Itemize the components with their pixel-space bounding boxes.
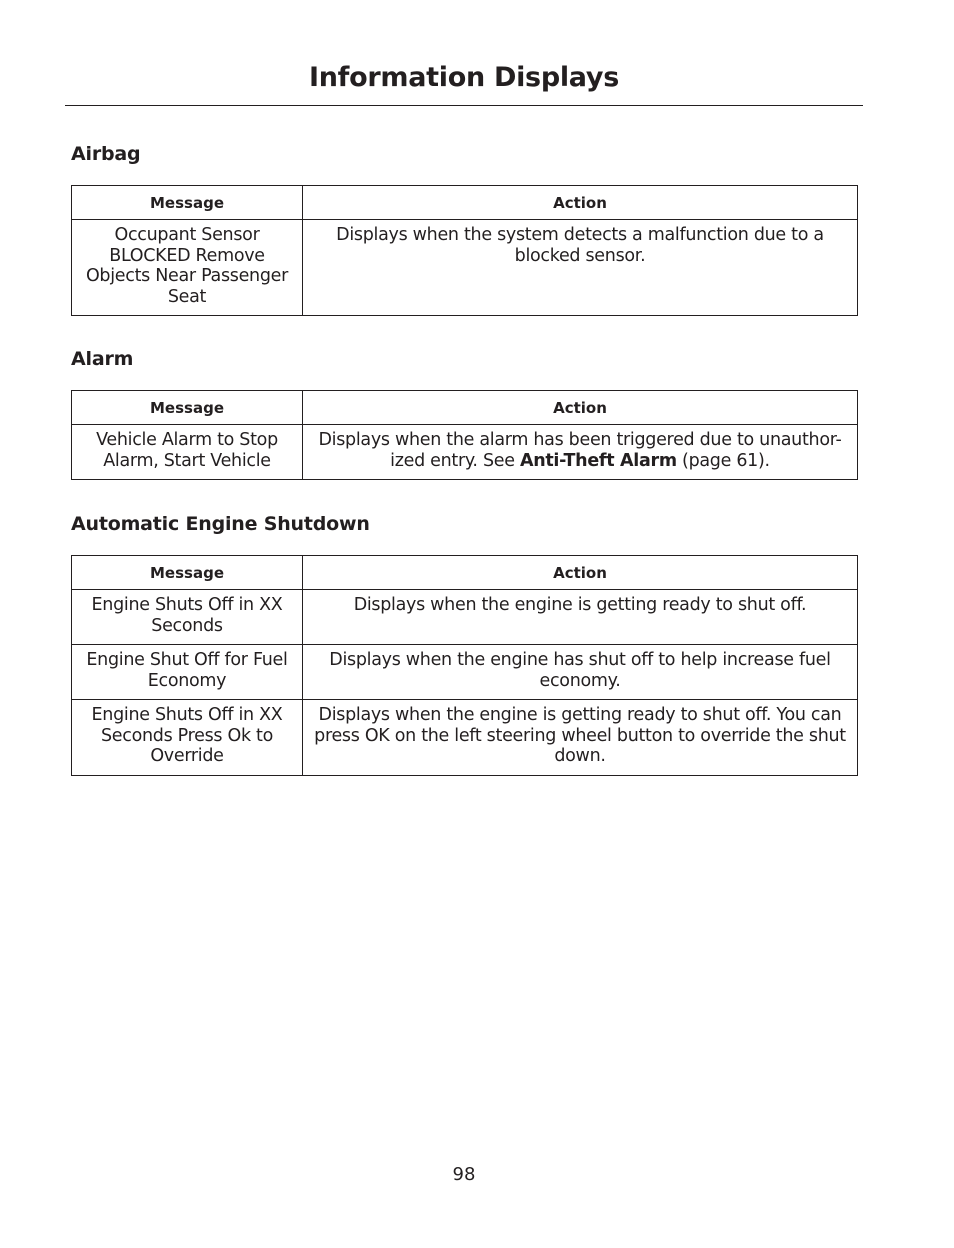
column-header-message: Message bbox=[72, 556, 303, 590]
table-header-row bbox=[72, 556, 858, 590]
action-cell: Displays when the system detects a malfunction due to a blocked sensor. bbox=[303, 220, 858, 316]
table-header-row bbox=[72, 391, 858, 425]
engine-shutdown-message-table bbox=[71, 555, 858, 776]
page-number: 98 bbox=[452, 1164, 476, 1185]
message-cell: Vehicle Alarm to Stop Alarm, Start Vehicle bbox=[72, 425, 303, 480]
table-row bbox=[72, 700, 858, 776]
message-cell: Engine Shuts Off in XX Seconds bbox=[72, 590, 303, 645]
action-cell bbox=[303, 425, 858, 480]
action-text: Displays when the alarm has been triggered due to unauthor-ized entry. See bbox=[318, 430, 842, 471]
alarm-message-table bbox=[71, 390, 858, 480]
action-cell: Displays when the engine is getting ready to shut off. bbox=[303, 590, 858, 645]
message-cell: Engine Shut Off for Fuel Economy bbox=[72, 645, 303, 700]
table-header-row bbox=[72, 186, 858, 220]
page-title: Information Displays bbox=[309, 62, 619, 93]
table-row bbox=[72, 425, 858, 480]
table-row bbox=[72, 220, 858, 316]
section-heading-airbag: Airbag bbox=[71, 143, 141, 165]
section-heading-alarm: Alarm bbox=[71, 348, 134, 370]
table-row bbox=[72, 645, 858, 700]
cross-reference-anti-theft-alarm: Anti-Theft Alarm bbox=[519, 450, 677, 471]
message-cell: Occupant Sensor BLOCKED Remove Objects Near Passenger Seat bbox=[72, 220, 303, 316]
message-cell: Engine Shuts Off in XX Seconds Press Ok to Override bbox=[72, 700, 303, 776]
column-header-message: Message bbox=[72, 186, 303, 220]
column-header-action: Action bbox=[303, 391, 858, 425]
airbag-message-table bbox=[71, 185, 858, 316]
column-header-message: Message bbox=[72, 391, 303, 425]
title-divider bbox=[65, 105, 863, 106]
action-cell: Displays when the engine has shut off to help increase fuel economy. bbox=[303, 645, 858, 700]
page-reference: (page 61). bbox=[676, 450, 770, 471]
column-header-action: Action bbox=[303, 186, 858, 220]
section-heading-automatic-engine-shutdown: Automatic Engine Shutdown bbox=[71, 513, 370, 535]
action-cell: Displays when the engine is getting ready to shut off. You can press OK on the left steering wheel button to override the shut down. bbox=[303, 700, 858, 776]
table-row bbox=[72, 590, 858, 645]
column-header-action: Action bbox=[303, 556, 858, 590]
